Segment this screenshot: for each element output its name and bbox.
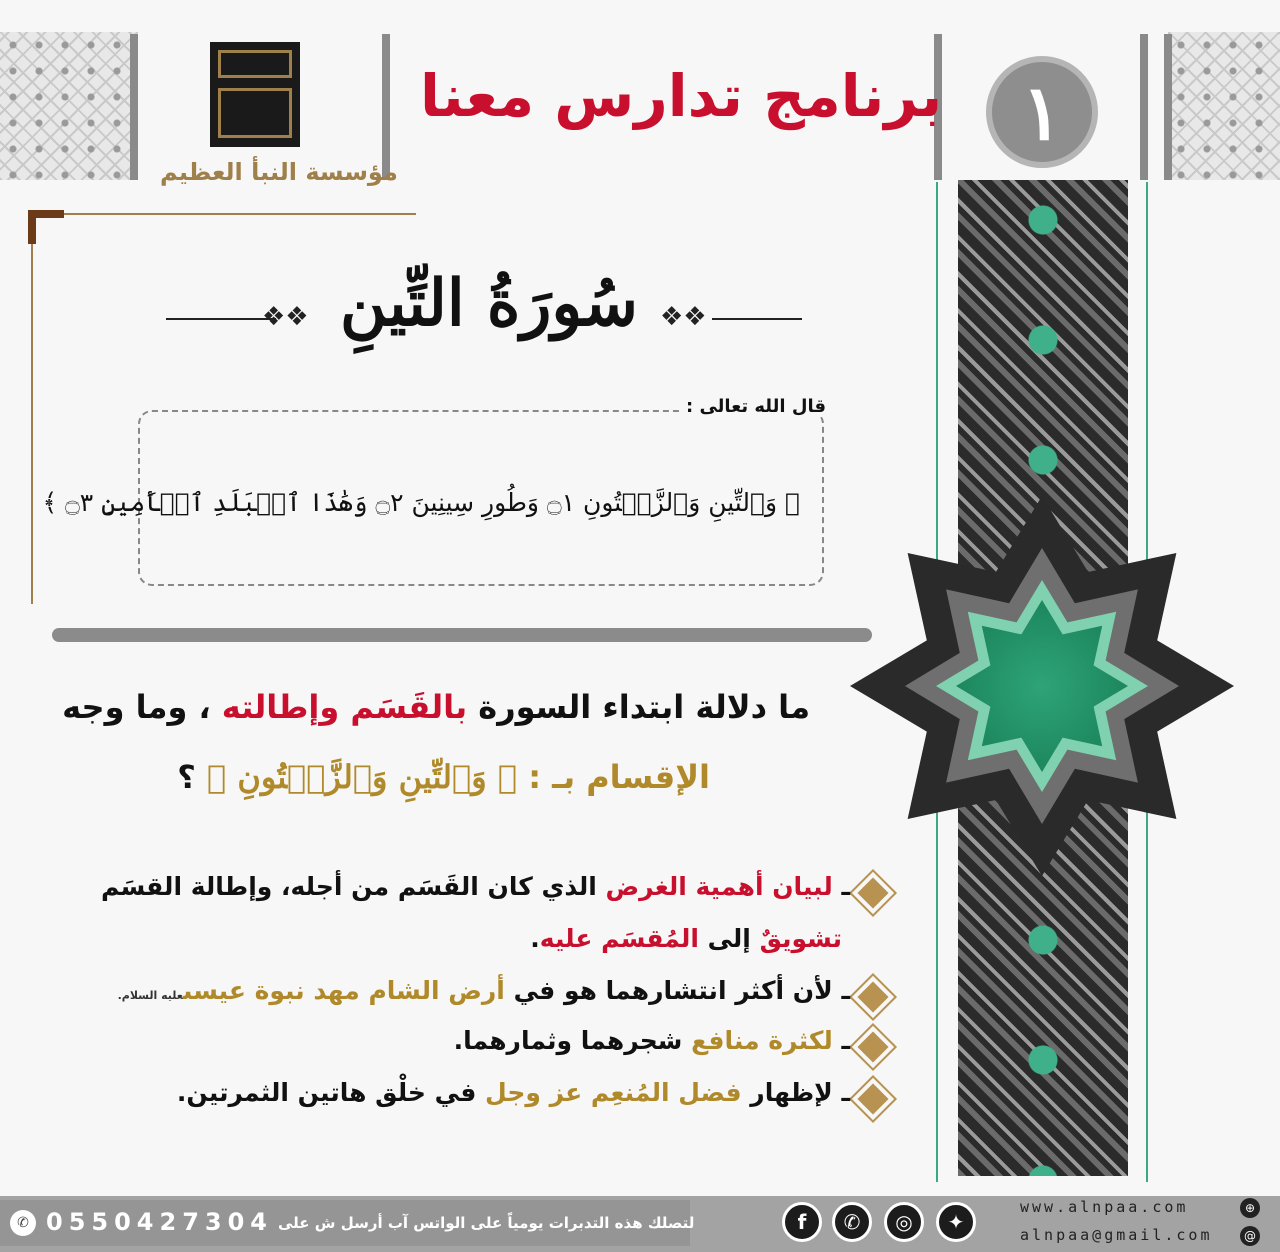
whatsapp-icon[interactable]: ✆ bbox=[10, 1210, 36, 1236]
title-rule-right bbox=[712, 318, 802, 320]
answer-text: . bbox=[530, 924, 540, 953]
answer-highlight: لبيان أهمية الغرض bbox=[605, 872, 833, 901]
answer-highlight: لكثرة منافع bbox=[691, 1026, 833, 1055]
phone-number[interactable]: 0550427304 bbox=[46, 1208, 273, 1236]
header-pattern-right bbox=[1168, 32, 1280, 180]
globe-icon: ⊕ bbox=[1240, 1198, 1260, 1218]
answer-4 bbox=[70, 1078, 850, 1107]
question-line-1 bbox=[62, 688, 810, 726]
twitter-icon[interactable]: ✦ bbox=[936, 1202, 976, 1242]
answer-1 bbox=[70, 872, 850, 901]
question-text: ، وما وجه bbox=[62, 688, 222, 726]
ornament-icon: ❖❖ bbox=[262, 302, 309, 332]
answer-text: لإظهار bbox=[741, 1078, 833, 1107]
answer-1-cont bbox=[70, 924, 842, 953]
answer-text: الذي كان القَسَم من أجله، وإطالة القسَم bbox=[101, 872, 606, 901]
logo bbox=[210, 42, 300, 147]
bullet-icon bbox=[852, 872, 894, 914]
question-text: ما دلالة ابتداء السورة bbox=[467, 688, 810, 726]
question-highlight: بالقَسَم وإطالته bbox=[221, 688, 468, 726]
bullet-icon bbox=[852, 976, 894, 1018]
facebook-icon[interactable]: f bbox=[782, 1202, 822, 1242]
program-title: برنامج تدارس معنا bbox=[420, 62, 943, 130]
section-divider bbox=[52, 628, 872, 642]
instagram-icon[interactable]: ◎ bbox=[884, 1202, 924, 1242]
dash: ـ bbox=[832, 1026, 850, 1055]
website-link[interactable]: www.alnpaa.com bbox=[1020, 1198, 1189, 1216]
header-divider bbox=[130, 34, 138, 180]
ornament-icon: ❖❖ bbox=[660, 302, 707, 332]
corner-bracket bbox=[28, 210, 64, 244]
answer-highlight: فضل المُنعِم عز وجل bbox=[485, 1078, 742, 1107]
email-icon: @ bbox=[1240, 1226, 1260, 1246]
answer-text: لأن أكثر انتشارهما هو في bbox=[504, 976, 833, 1005]
answer-2 bbox=[70, 976, 850, 1005]
email-link[interactable]: alnpaa@gmail.com bbox=[1020, 1226, 1213, 1244]
verse-intro: قال الله تعالى : bbox=[680, 396, 832, 417]
answer-text: إلى bbox=[698, 924, 760, 953]
header-divider bbox=[1140, 34, 1148, 180]
answer-3 bbox=[70, 1026, 850, 1055]
dash: ـ bbox=[832, 872, 850, 901]
title-rule-left bbox=[166, 318, 276, 320]
header-pattern-left bbox=[0, 32, 138, 180]
question-text: ؟ bbox=[177, 758, 207, 796]
answer-highlight: أرض الشام مهد نبوة عيسى bbox=[182, 976, 505, 1005]
left-rule bbox=[31, 244, 33, 604]
organization-name: مؤسسة النبأ العظيم bbox=[160, 158, 398, 186]
dash: ـ bbox=[832, 976, 850, 1005]
answer-highlight: المُقسَم عليه bbox=[539, 924, 699, 953]
answer-text: في خلْق هاتين الثمرتين. bbox=[176, 1078, 486, 1107]
header-divider bbox=[1164, 34, 1172, 180]
verse-text: ﴿ وَٱلتِّينِ وَٱلزَّيۡتُونِ ۝١ وَطُورِ سِينِينَ ۝٢ وَهَٰذَا ٱلۡبَلَدِ ٱلۡأَمِينِ ۝٣ ﴾ bbox=[42, 488, 800, 517]
surah-title: سُورَةُ التِّينِ bbox=[340, 266, 639, 341]
bullet-icon bbox=[852, 1026, 894, 1068]
episode-number: ١ bbox=[986, 56, 1098, 168]
question-verse: ﴿ وَٱلتِّينِ وَٱلزَّيۡتُونِ ﴾ bbox=[206, 758, 518, 796]
dash: ـ bbox=[832, 1078, 850, 1107]
answer-text: شجرهما وثمارهما. bbox=[453, 1026, 692, 1055]
question-line-2 bbox=[177, 758, 710, 796]
question-text: الإقسام بـ : bbox=[517, 758, 710, 796]
whatsapp-icon[interactable]: ✆ bbox=[832, 1202, 872, 1242]
bullet-icon bbox=[852, 1078, 894, 1120]
whatsapp-instructions: لتصلك هذه التدبرات يومياً على الواتس آب أرسل ش على bbox=[278, 1214, 695, 1232]
answer-highlight: تشويقٌ bbox=[759, 924, 842, 953]
answer-note: عليه السلام. bbox=[117, 989, 183, 1002]
top-rule bbox=[64, 213, 416, 215]
